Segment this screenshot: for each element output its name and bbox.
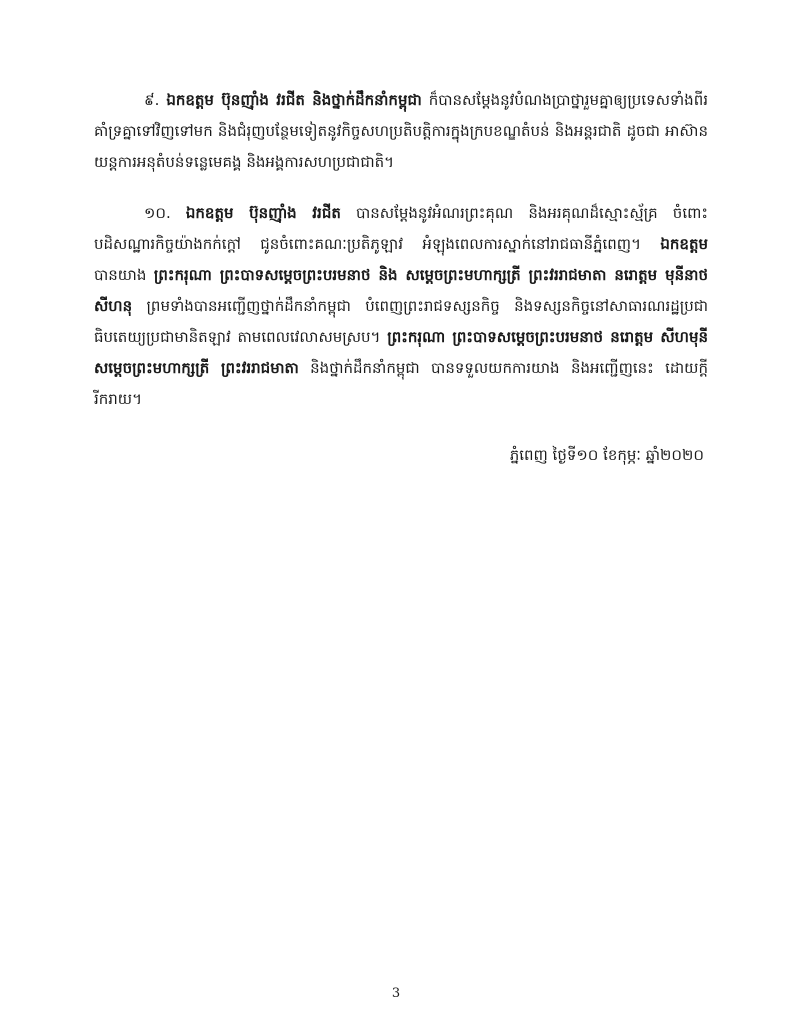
paragraph-10-text-3: ព្រមទាំងបានអញ្ជើញថ្នាក់ដឹកនាំកម្ពុជា បំពេញព្រះរាជទស្សនកិច្ច និងទស្សនកិច្ចនៅសាធារណរដ្ឋប្រជាធិបតេយ្យប្រជាមានិតឡាវ តាមពេលវេលាសមស្រប។ bbox=[94, 297, 708, 346]
paragraph-10-number: ១០. bbox=[144, 204, 171, 222]
paragraph-10-lead: ឯកឧត្តម ប៊ុនញ៉ាំង វរជីត bbox=[185, 204, 341, 222]
paragraph-10 bbox=[94, 198, 708, 415]
paragraph-10-bold-4: ព្រះករុណា ព្រះបាទសម្តេចព្រះបរមនាថ នរោត្តម សីហមុនី សម្តេចព្រះមហាក្សត្រី ព្រះវររាជមាតា bbox=[94, 328, 708, 377]
paragraph-10-bold-2: ឯកឧត្តម bbox=[660, 235, 708, 253]
paragraph-10-bold-3: ព្រះករុណា ព្រះបាទសម្តេចព្រះបរមនាថ និង សម្តេចព្រះមហាក្សត្រី ព្រះវររាជមាតា នរោត្តម មុនីនាថ សីហនុ bbox=[94, 266, 708, 315]
dateline: ភ្នំពេញ ថ្ងៃទី១០ ខែកុម្ភៈ ឆ្នាំ២០២០ bbox=[509, 446, 704, 464]
paragraph-10-text-2: បានយាង bbox=[94, 266, 147, 284]
page-number: 3 bbox=[391, 986, 401, 1001]
paragraph-9-text: ក៏បានសម្តែងនូវបំណងប្រាថ្នារួមគ្នាឲ្យប្រទេសទាំងពីរគាំទ្រគ្នាទៅវិញទៅមក និងជំរុញបន្ថែមទៀតនូវកិច្ចសហប្រតិបត្តិការក្នុងក្របខណ្ឌតំបន់ និងអន្តរជាតិ ដូចជា អាស៊ាន យន្តការអនុតំបន់ទន្លេមេគង្គ និងអង្គការសហប្រជាជាតិ។ bbox=[94, 91, 708, 171]
paragraph-9 bbox=[94, 85, 708, 178]
paragraph-10-text-4: និងថ្នាក់ដឹកនាំកម្ពុជា បានទទួលយកការយាង និងអញ្ជើញនេះ ដោយក្តីរីករាយ។ bbox=[94, 359, 708, 408]
paragraph-10-text-1: បានសម្តែងនូវអំណរព្រះគុណ និងអរគុណដ៏ស្មោះស្ម័គ្រ ចំពោះបដិសណ្ឋារកិច្ចយ៉ាងកក់ក្តៅ ជូនចំពោះគណៈប្រតិភូឡាវ អំឡុងពេលការស្នាក់នៅរាជធានីភ្នំពេញ។ bbox=[94, 204, 708, 253]
paragraph-9-number: ៩. bbox=[144, 91, 160, 109]
paragraph-9-lead: ឯកឧត្តម ប៊ុនញ៉ាំង វរជីត និងថ្នាក់ដឹកនាំកម្ពុជា bbox=[166, 91, 422, 109]
